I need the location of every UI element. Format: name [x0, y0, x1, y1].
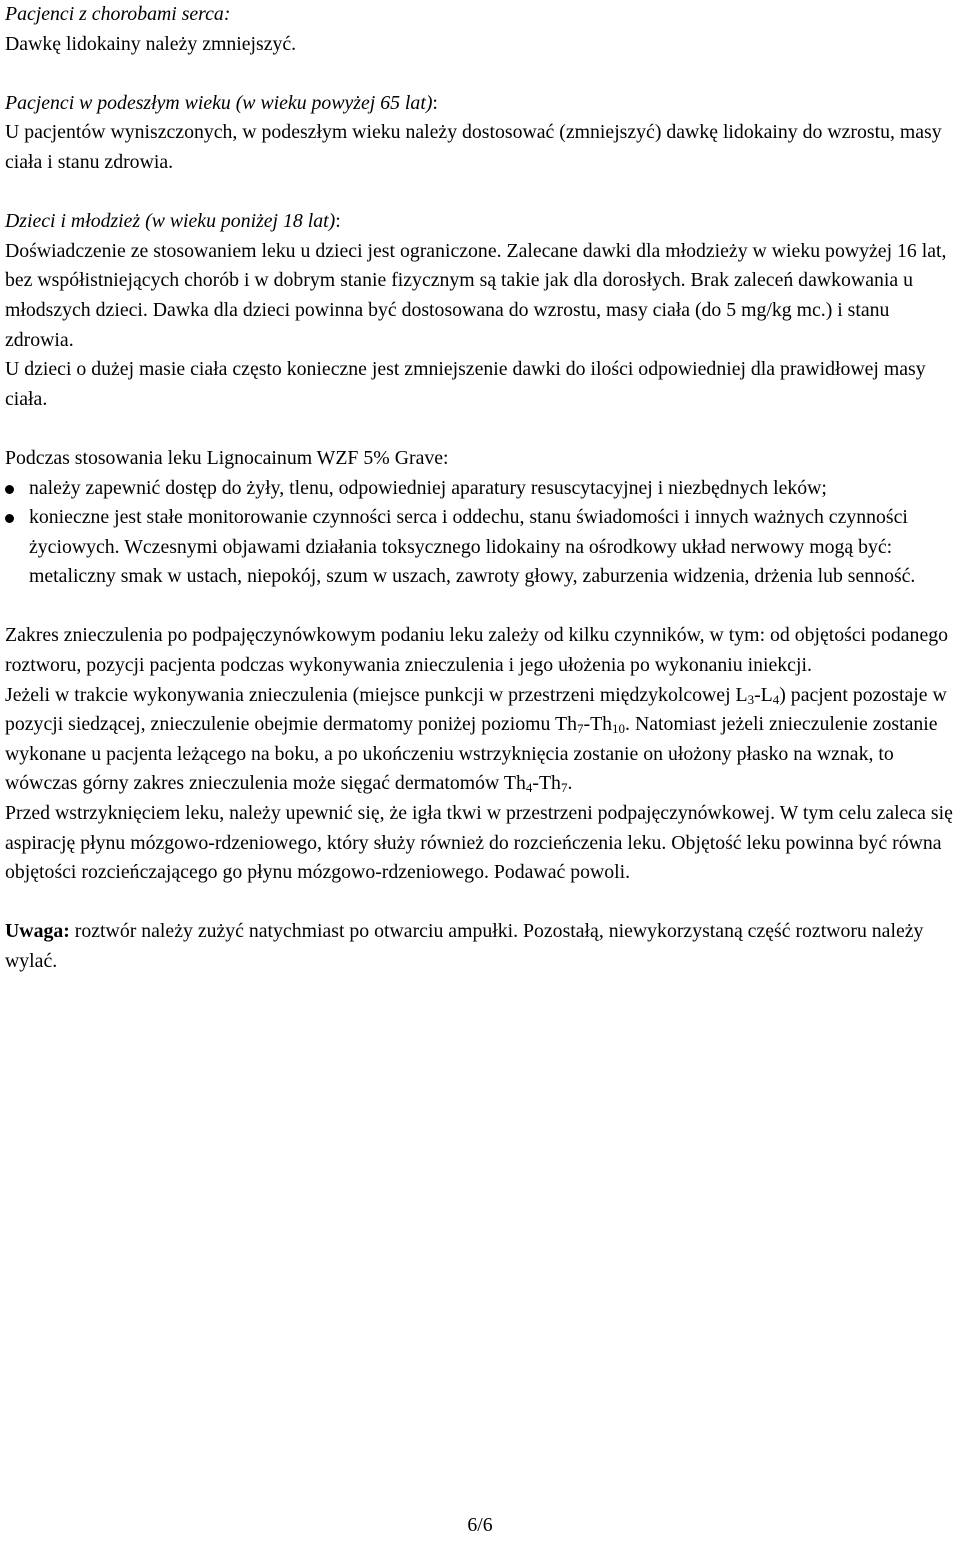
- paragraph: Jeżeli w trakcie wykonywania znieczulenia (miejsce punkcji w przestrzeni międzykolcowej $L_3-L_4$) pacjent pozostaje w pozycji siedzącej, znieczulenie obejmie dermatomy poniżej poziomu $Th_7-Th_{10}$. Natomiast jeżeli znieczulenie zostanie wykonane u pacjenta leżącego na boku, a po ukończeniu wstrzyknięcia zostanie on ułożony płasko na wznak, to wówczas górny zakres znieczulenia może sięgać dermatomów $Th_4-Th_7$.: [5, 683, 947, 796]
- warning-label: Uwaga:: [5, 920, 70, 943]
- section-text: U pacjentów wyniszczonych, w podeszłym wieku należy dostosować (zmniejszyć) dawkę lidokainy do wzrostu, masy ciała i stanu zdrowia.: [5, 121, 942, 173]
- bullet-icon: [5, 485, 14, 494]
- list-item: konieczne jest stałe monitorowanie czynności serca i oddechu, stanu świadomości i innych ważnych czynności życiowych. Wczesnymi objawami działania toksycznego lidokainy na ośrodkowy układ nerwowy mogą być: metaliczny smak w ustach, niepokój, szum w uszach, zawroty głowy, zaburzenia widzenia, drżenia lub senność.: [5, 503, 957, 592]
- paragraph: U dzieci o dużej masie ciała często konieczne jest zmniejszenie dawki do ilości odpowiedniej dla prawidłowej masy ciała.: [5, 358, 926, 410]
- paragraph: Przed wstrzyknięciem leku, należy upewnić się, że igła tkwi w przestrzeni podpajęczynówkowej. W tym celu zaleca się aspirację płynu mózgowo-rdzeniowego, który służy również do rozcieńczenia leku. Objętość leku powinna być równa objętości rozcieńczającego go płynu mózgowo-rdzeniowego. Podawać powoli.: [5, 802, 953, 884]
- warning-text: roztwór należy zużyć natychmiast po otwarciu ampułki. Pozostałą, niewykorzystaną część roztworu należy wylać.: [5, 920, 924, 972]
- usage-intro: Podczas stosowania leku Lignocainum WZF 5% Grave:: [5, 446, 449, 469]
- bullet-icon: [5, 514, 14, 523]
- section-heading: Pacjenci z chorobami serca: [5, 3, 224, 25]
- document-page: [5, 0, 957, 977]
- usage-bullet-list: [5, 474, 957, 592]
- section-heart-patients: Pacjenci z chorobami serca: Dawkę lidokainy należy zmniejszyć.: [5, 3, 297, 55]
- paragraph: Zakres znieczulenia po podpajęczynówkowym podaniu leku zależy od kilku czynników, w tym: od objętości podanego roztworu, pozycji pacjenta podczas wykonywania znieczulenia i jego ułożenia po wykonaniu iniekcji.: [5, 624, 948, 677]
- list-item: należy zapewnić dostęp do żyły, tlenu, odpowiedniej aparatury resuscytacyjnej i niezbędnych leków;: [5, 474, 957, 504]
- section-elderly-patients: Pacjenci w podeszłym wieku (w wieku powyżej 65 lat): U pacjentów wyniszczonych, w podeszłym wieku należy dostosować (zmniejszyć) dawkę lidokainy do wzrostu, masy ciała i stanu zdrowia.: [5, 91, 942, 173]
- section-heading: Pacjenci w podeszłym wieku (w wieku powyżej 65 lat): [5, 91, 433, 114]
- warning-note: [5, 917, 957, 976]
- section-children: Dzieci i młodzież (w wieku poniżej 18 lat): Doświadczenie ze stosowaniem leku u dzieci jest ograniczone. Zalecane dawki dla młodzieży w wieku powyżej 16 lat, bez współistniejących chorób i w dobrym stanie fizycznym są takie jak dla dorosłych. Brak zaleceń dawkowania u młodszych dzieci. Dawka dla dzieci powinna być dostosowana do wzrostu, masy ciała (do 5 mg/kg mc.) i stanu zdrowia. U dzieci o dużej masie ciała często konieczne jest zmniejszenie dawki do ilości odpowiedniej dla prawidłowej masy ciała.: [5, 210, 947, 410]
- paragraph: Doświadczenie ze stosowaniem leku u dzieci jest ograniczone. Zalecane dawki dla młodzieży w wieku powyżej 16 lat, bez współistniejących chorób i w dobrym stanie fizycznym są takie jak dla dorosłych. Brak zaleceń dawkowania u młodszych dzieci. Dawka dla dzieci powinna być dostosowana do wzrostu, masy ciała (do 5 mg/kg mc.) i stanu zdrowia.: [5, 239, 947, 351]
- page-number: 6/6: [467, 1514, 493, 1536]
- section-heading: Dzieci i młodzież (w wieku poniżej 18 lat): [5, 210, 336, 233]
- section-text: Dawkę lidokainy należy zmniejszyć.: [5, 32, 297, 55]
- section-anesthesia-range: [5, 621, 957, 887]
